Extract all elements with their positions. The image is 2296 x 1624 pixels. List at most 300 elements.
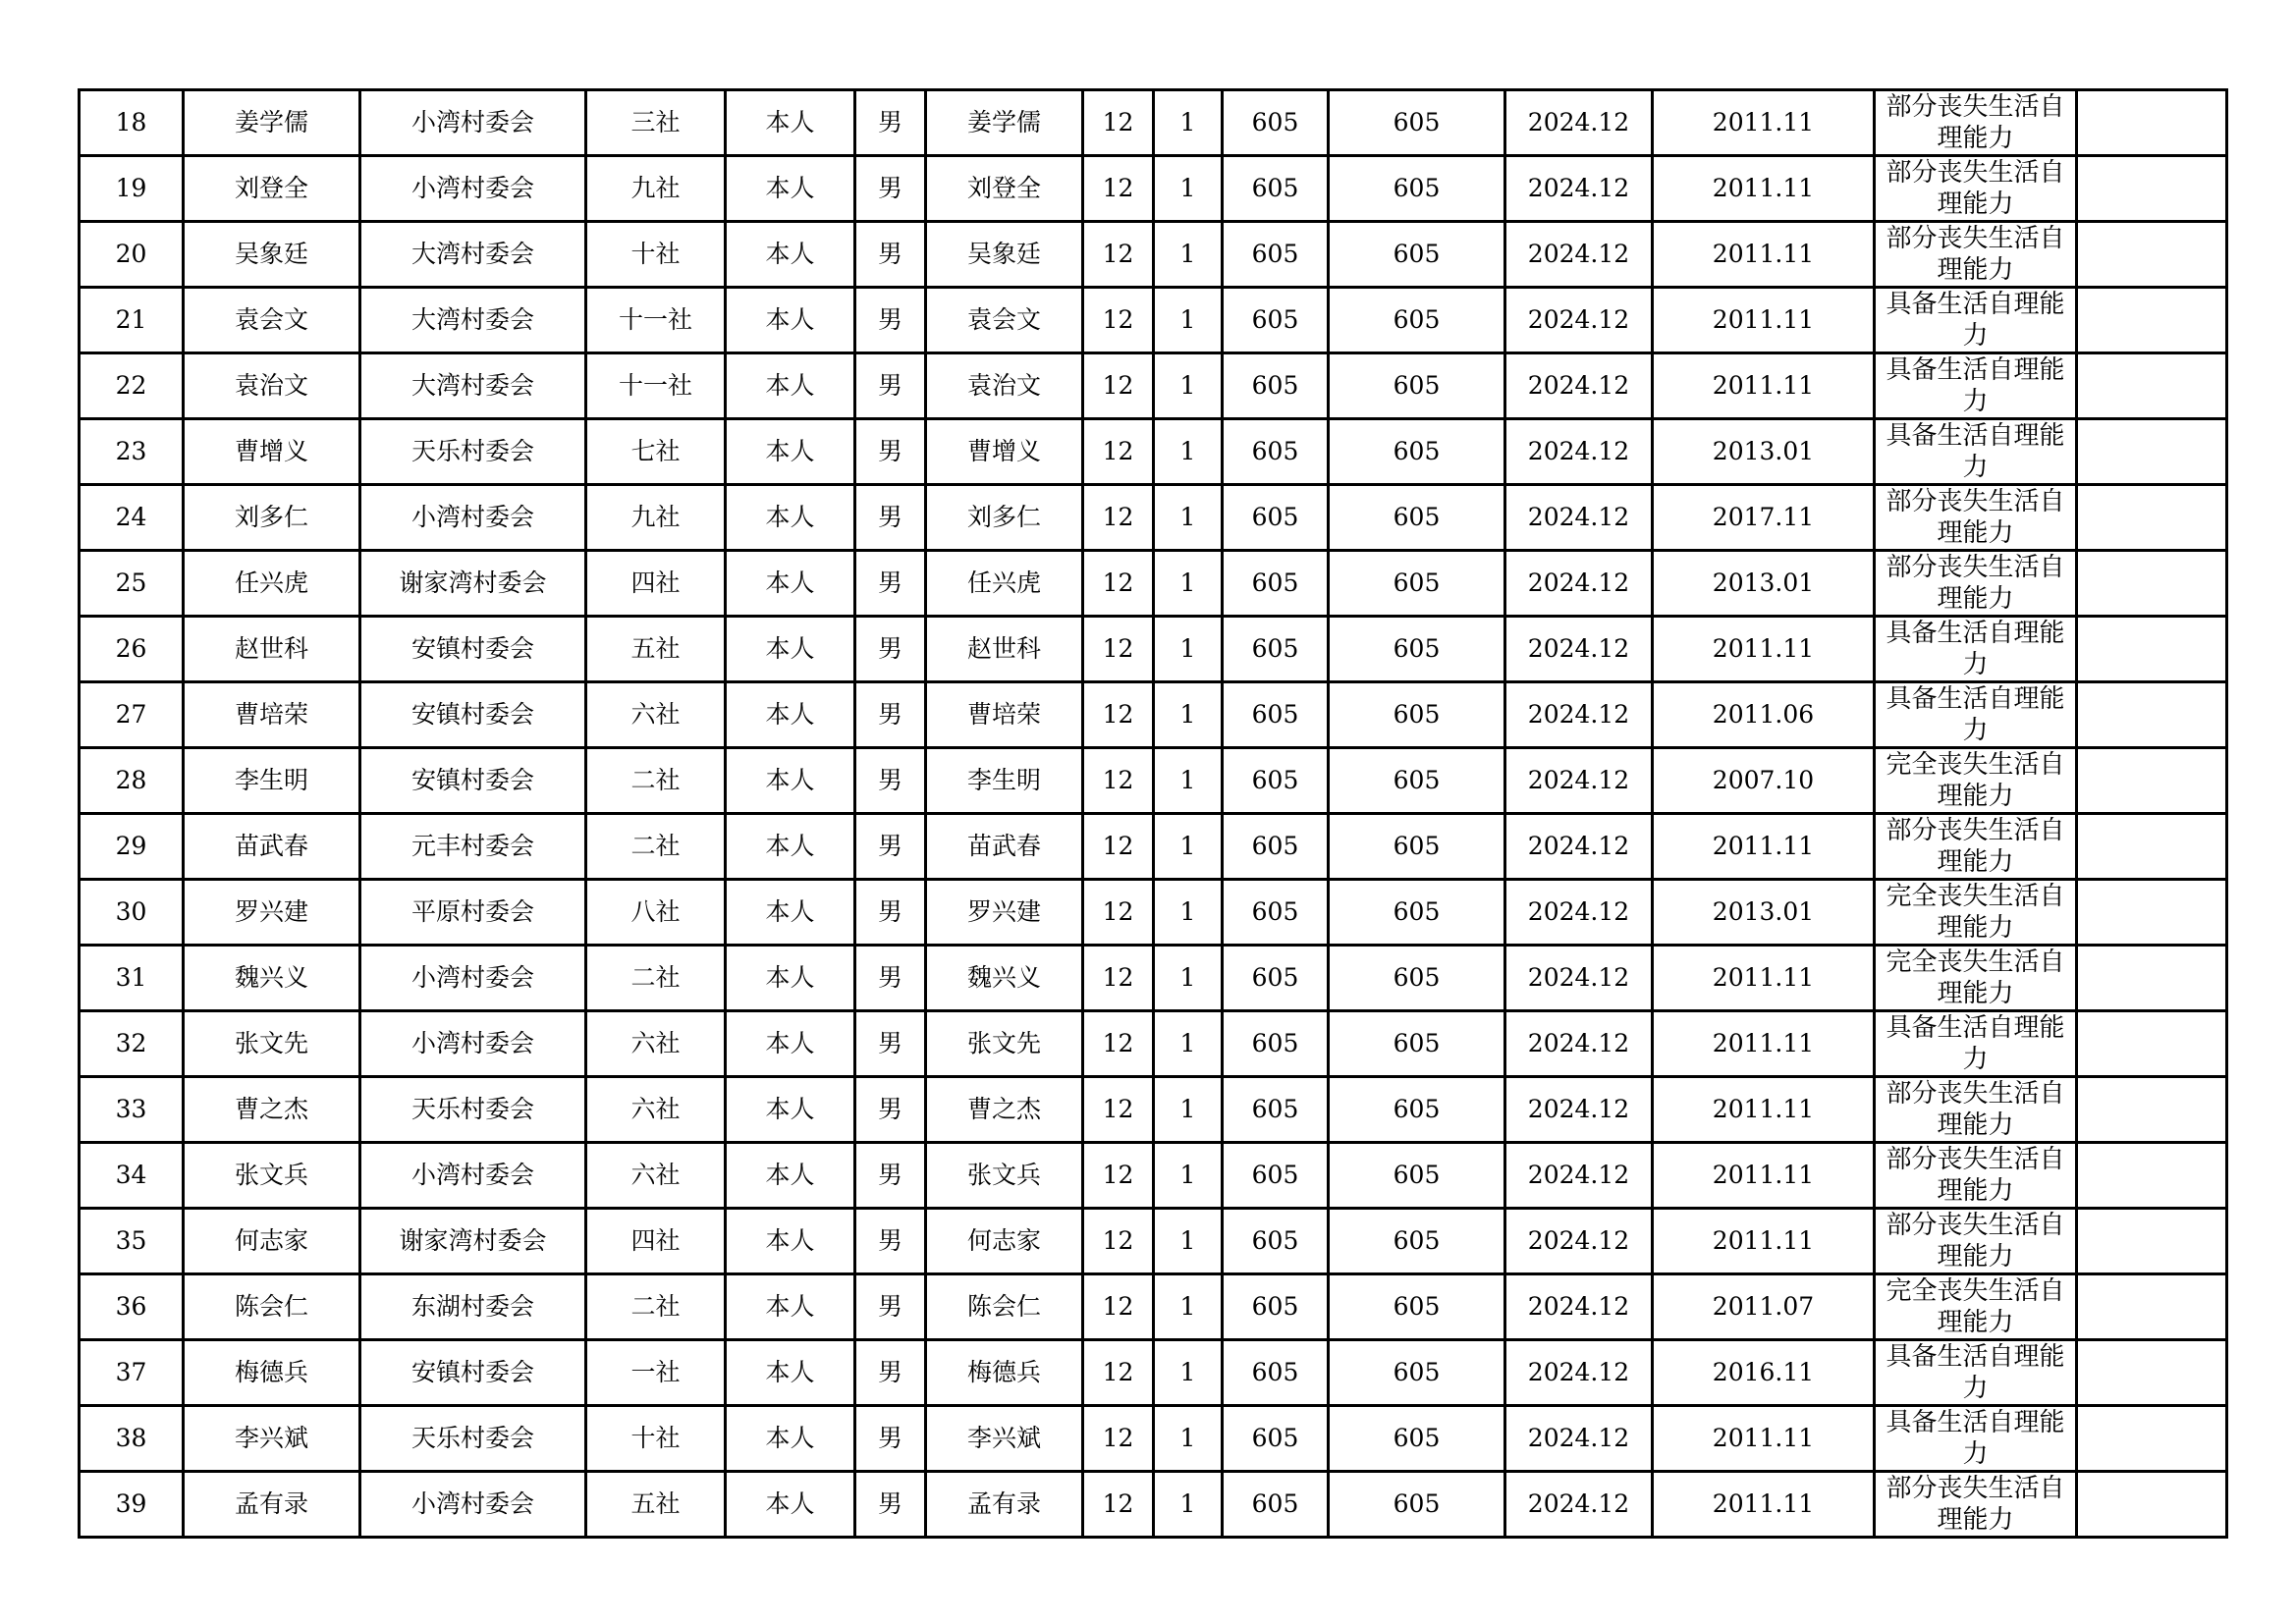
cell-end-date: 2024.12 (1505, 1406, 1653, 1472)
table-row (80, 485, 2227, 551)
cell-amount: 605 (1223, 682, 1329, 748)
cell-months: 12 (1083, 353, 1154, 419)
cell-name: 任兴虎 (184, 551, 360, 617)
cell-status: 部分丧失生活自理能力 (1875, 90, 2077, 156)
cell-name: 曹之杰 (184, 1077, 360, 1143)
cell-relation: 本人 (726, 485, 855, 551)
cell-count: 1 (1154, 1077, 1223, 1143)
cell-name: 曹增义 (184, 419, 360, 485)
cell-months: 12 (1083, 1274, 1154, 1340)
cell-amount: 605 (1223, 617, 1329, 682)
cell-amount: 605 (1223, 748, 1329, 814)
cell-name: 曹培荣 (184, 682, 360, 748)
cell-status: 具备生活自理能力 (1875, 419, 2077, 485)
cell-count: 1 (1154, 880, 1223, 946)
cell-group: 四社 (586, 551, 726, 617)
cell-index: 24 (80, 485, 184, 551)
cell-group: 三社 (586, 90, 726, 156)
cell-group: 四社 (586, 1209, 726, 1274)
cell-member-name: 何志家 (926, 1209, 1083, 1274)
cell-amount: 605 (1223, 1472, 1329, 1538)
cell-name: 李生明 (184, 748, 360, 814)
cell-relation: 本人 (726, 1209, 855, 1274)
cell-gender: 男 (855, 1340, 926, 1406)
cell-village-committee: 小湾村委会 (360, 946, 586, 1011)
cell-group: 十社 (586, 1406, 726, 1472)
table-row (80, 1011, 2227, 1077)
cell-total: 605 (1329, 1077, 1505, 1143)
cell-status: 部分丧失生活自理能力 (1875, 1143, 2077, 1209)
cell-index: 25 (80, 551, 184, 617)
cell-village-committee: 谢家湾村委会 (360, 551, 586, 617)
cell-remarks (2077, 1209, 2227, 1274)
cell-group: 二社 (586, 748, 726, 814)
cell-months: 12 (1083, 485, 1154, 551)
cell-total: 605 (1329, 946, 1505, 1011)
cell-remarks (2077, 353, 2227, 419)
cell-village-committee: 安镇村委会 (360, 1340, 586, 1406)
cell-status: 部分丧失生活自理能力 (1875, 1209, 2077, 1274)
cell-end-date: 2024.12 (1505, 946, 1653, 1011)
cell-months: 12 (1083, 748, 1154, 814)
cell-months: 12 (1083, 90, 1154, 156)
cell-group: 九社 (586, 156, 726, 222)
cell-index: 31 (80, 946, 184, 1011)
table-row (80, 682, 2227, 748)
data-table (78, 88, 2228, 1539)
cell-start-date: 2011.11 (1653, 1077, 1875, 1143)
cell-village-committee: 平原村委会 (360, 880, 586, 946)
cell-end-date: 2024.12 (1505, 1472, 1653, 1538)
cell-status: 完全丧失生活自理能力 (1875, 748, 2077, 814)
cell-count: 1 (1154, 1209, 1223, 1274)
cell-total: 605 (1329, 1209, 1505, 1274)
cell-village-committee: 小湾村委会 (360, 156, 586, 222)
cell-status: 具备生活自理能力 (1875, 617, 2077, 682)
cell-count: 1 (1154, 1472, 1223, 1538)
cell-start-date: 2011.11 (1653, 90, 1875, 156)
cell-total: 605 (1329, 1143, 1505, 1209)
cell-index: 39 (80, 1472, 184, 1538)
cell-group: 六社 (586, 682, 726, 748)
table-row (80, 1472, 2227, 1538)
table-row (80, 748, 2227, 814)
cell-relation: 本人 (726, 1011, 855, 1077)
cell-relation: 本人 (726, 617, 855, 682)
cell-group: 十社 (586, 222, 726, 288)
cell-amount: 605 (1223, 1209, 1329, 1274)
cell-gender: 男 (855, 1077, 926, 1143)
cell-name: 吴象廷 (184, 222, 360, 288)
cell-status: 部分丧失生活自理能力 (1875, 1472, 2077, 1538)
cell-name: 袁治文 (184, 353, 360, 419)
cell-group: 六社 (586, 1143, 726, 1209)
cell-gender: 男 (855, 1011, 926, 1077)
cell-member-name: 陈会仁 (926, 1274, 1083, 1340)
cell-months: 12 (1083, 1143, 1154, 1209)
cell-gender: 男 (855, 419, 926, 485)
cell-group: 九社 (586, 485, 726, 551)
cell-gender: 男 (855, 946, 926, 1011)
cell-village-committee: 小湾村委会 (360, 1143, 586, 1209)
cell-total: 605 (1329, 748, 1505, 814)
cell-gender: 男 (855, 1406, 926, 1472)
cell-months: 12 (1083, 156, 1154, 222)
cell-status: 部分丧失生活自理能力 (1875, 156, 2077, 222)
cell-relation: 本人 (726, 288, 855, 353)
table-row (80, 222, 2227, 288)
cell-remarks (2077, 1472, 2227, 1538)
cell-months: 12 (1083, 682, 1154, 748)
cell-status: 完全丧失生活自理能力 (1875, 880, 2077, 946)
cell-index: 32 (80, 1011, 184, 1077)
cell-index: 20 (80, 222, 184, 288)
cell-remarks (2077, 814, 2227, 880)
cell-count: 1 (1154, 1143, 1223, 1209)
cell-member-name: 李兴斌 (926, 1406, 1083, 1472)
cell-total: 605 (1329, 1340, 1505, 1406)
cell-status: 具备生活自理能力 (1875, 682, 2077, 748)
cell-gender: 男 (855, 682, 926, 748)
cell-total: 605 (1329, 880, 1505, 946)
cell-gender: 男 (855, 617, 926, 682)
cell-member-name: 刘登全 (926, 156, 1083, 222)
table-row (80, 156, 2227, 222)
cell-member-name: 曹之杰 (926, 1077, 1083, 1143)
cell-amount: 605 (1223, 551, 1329, 617)
cell-group: 五社 (586, 617, 726, 682)
cell-total: 605 (1329, 1406, 1505, 1472)
cell-gender: 男 (855, 551, 926, 617)
cell-remarks (2077, 1406, 2227, 1472)
cell-status: 具备生活自理能力 (1875, 1011, 2077, 1077)
cell-group: 十一社 (586, 288, 726, 353)
cell-status: 部分丧失生活自理能力 (1875, 551, 2077, 617)
cell-count: 1 (1154, 1340, 1223, 1406)
cell-group: 八社 (586, 880, 726, 946)
cell-remarks (2077, 419, 2227, 485)
cell-amount: 605 (1223, 1406, 1329, 1472)
cell-member-name: 孟有录 (926, 1472, 1083, 1538)
cell-gender: 男 (855, 156, 926, 222)
cell-end-date: 2024.12 (1505, 1143, 1653, 1209)
cell-village-committee: 安镇村委会 (360, 617, 586, 682)
cell-start-date: 2011.07 (1653, 1274, 1875, 1340)
cell-gender: 男 (855, 1209, 926, 1274)
cell-gender: 男 (855, 814, 926, 880)
cell-amount: 605 (1223, 1274, 1329, 1340)
cell-remarks (2077, 156, 2227, 222)
cell-remarks (2077, 1011, 2227, 1077)
cell-start-date: 2011.06 (1653, 682, 1875, 748)
cell-status: 具备生活自理能力 (1875, 288, 2077, 353)
cell-count: 1 (1154, 353, 1223, 419)
cell-start-date: 2013.01 (1653, 419, 1875, 485)
cell-name: 苗武春 (184, 814, 360, 880)
cell-group: 七社 (586, 419, 726, 485)
cell-count: 1 (1154, 617, 1223, 682)
cell-end-date: 2024.12 (1505, 156, 1653, 222)
table-row (80, 1077, 2227, 1143)
cell-relation: 本人 (726, 419, 855, 485)
cell-index: 18 (80, 90, 184, 156)
cell-start-date: 2011.11 (1653, 617, 1875, 682)
cell-amount: 605 (1223, 156, 1329, 222)
cell-name: 陈会仁 (184, 1274, 360, 1340)
cell-village-committee: 小湾村委会 (360, 485, 586, 551)
cell-member-name: 袁会文 (926, 288, 1083, 353)
cell-relation: 本人 (726, 880, 855, 946)
cell-village-committee: 小湾村委会 (360, 90, 586, 156)
cell-name: 刘登全 (184, 156, 360, 222)
cell-end-date: 2024.12 (1505, 1274, 1653, 1340)
cell-months: 12 (1083, 1340, 1154, 1406)
cell-remarks (2077, 946, 2227, 1011)
cell-end-date: 2024.12 (1505, 880, 1653, 946)
cell-months: 12 (1083, 1011, 1154, 1077)
cell-status: 部分丧失生活自理能力 (1875, 1077, 2077, 1143)
cell-months: 12 (1083, 880, 1154, 946)
cell-amount: 605 (1223, 1077, 1329, 1143)
cell-village-committee: 安镇村委会 (360, 748, 586, 814)
table-row (80, 1340, 2227, 1406)
cell-index: 22 (80, 353, 184, 419)
cell-relation: 本人 (726, 814, 855, 880)
cell-start-date: 2011.11 (1653, 946, 1875, 1011)
cell-total: 605 (1329, 551, 1505, 617)
table-row (80, 946, 2227, 1011)
cell-group: 五社 (586, 1472, 726, 1538)
cell-group: 一社 (586, 1340, 726, 1406)
cell-remarks (2077, 1143, 2227, 1209)
cell-total: 605 (1329, 353, 1505, 419)
table-row (80, 1406, 2227, 1472)
cell-index: 33 (80, 1077, 184, 1143)
cell-months: 12 (1083, 1406, 1154, 1472)
cell-amount: 605 (1223, 353, 1329, 419)
cell-amount: 605 (1223, 814, 1329, 880)
cell-village-committee: 元丰村委会 (360, 814, 586, 880)
cell-count: 1 (1154, 814, 1223, 880)
cell-name: 赵世科 (184, 617, 360, 682)
cell-member-name: 刘多仁 (926, 485, 1083, 551)
cell-count: 1 (1154, 1011, 1223, 1077)
cell-member-name: 魏兴义 (926, 946, 1083, 1011)
cell-status: 具备生活自理能力 (1875, 1406, 2077, 1472)
cell-member-name: 梅德兵 (926, 1340, 1083, 1406)
cell-end-date: 2024.12 (1505, 748, 1653, 814)
cell-end-date: 2024.12 (1505, 90, 1653, 156)
cell-amount: 605 (1223, 419, 1329, 485)
cell-amount: 605 (1223, 946, 1329, 1011)
cell-member-name: 袁治文 (926, 353, 1083, 419)
cell-end-date: 2024.12 (1505, 419, 1653, 485)
cell-name: 刘多仁 (184, 485, 360, 551)
cell-start-date: 2011.11 (1653, 1472, 1875, 1538)
cell-index: 37 (80, 1340, 184, 1406)
cell-count: 1 (1154, 90, 1223, 156)
cell-name: 张文兵 (184, 1143, 360, 1209)
cell-gender: 男 (855, 353, 926, 419)
cell-relation: 本人 (726, 353, 855, 419)
cell-start-date: 2011.11 (1653, 1143, 1875, 1209)
cell-count: 1 (1154, 682, 1223, 748)
table-row (80, 1143, 2227, 1209)
cell-end-date: 2024.12 (1505, 1340, 1653, 1406)
cell-end-date: 2024.12 (1505, 353, 1653, 419)
cell-index: 36 (80, 1274, 184, 1340)
cell-amount: 605 (1223, 1011, 1329, 1077)
cell-name: 姜学儒 (184, 90, 360, 156)
cell-group: 二社 (586, 814, 726, 880)
cell-index: 27 (80, 682, 184, 748)
cell-name: 魏兴义 (184, 946, 360, 1011)
cell-total: 605 (1329, 682, 1505, 748)
cell-remarks (2077, 1340, 2227, 1406)
cell-start-date: 2017.11 (1653, 485, 1875, 551)
cell-member-name: 吴象廷 (926, 222, 1083, 288)
cell-member-name: 曹增义 (926, 419, 1083, 485)
table-row (80, 419, 2227, 485)
cell-relation: 本人 (726, 1406, 855, 1472)
cell-count: 1 (1154, 222, 1223, 288)
cell-start-date: 2011.11 (1653, 353, 1875, 419)
table-row (80, 1209, 2227, 1274)
cell-index: 19 (80, 156, 184, 222)
cell-name: 袁会文 (184, 288, 360, 353)
cell-index: 23 (80, 419, 184, 485)
cell-index: 34 (80, 1143, 184, 1209)
cell-amount: 605 (1223, 880, 1329, 946)
cell-relation: 本人 (726, 1340, 855, 1406)
cell-end-date: 2024.12 (1505, 814, 1653, 880)
cell-end-date: 2024.12 (1505, 222, 1653, 288)
cell-status: 具备生活自理能力 (1875, 353, 2077, 419)
cell-village-committee: 小湾村委会 (360, 1472, 586, 1538)
cell-start-date: 2011.11 (1653, 222, 1875, 288)
table-row (80, 1274, 2227, 1340)
cell-end-date: 2024.12 (1505, 551, 1653, 617)
cell-months: 12 (1083, 946, 1154, 1011)
cell-index: 26 (80, 617, 184, 682)
cell-relation: 本人 (726, 1472, 855, 1538)
cell-village-committee: 大湾村委会 (360, 288, 586, 353)
cell-amount: 605 (1223, 1340, 1329, 1406)
cell-relation: 本人 (726, 748, 855, 814)
cell-total: 605 (1329, 1472, 1505, 1538)
cell-remarks (2077, 880, 2227, 946)
cell-gender: 男 (855, 222, 926, 288)
cell-status: 完全丧失生活自理能力 (1875, 946, 2077, 1011)
cell-member-name: 张文先 (926, 1011, 1083, 1077)
cell-village-committee: 天乐村委会 (360, 1077, 586, 1143)
cell-index: 35 (80, 1209, 184, 1274)
cell-remarks (2077, 748, 2227, 814)
cell-group: 六社 (586, 1077, 726, 1143)
cell-gender: 男 (855, 1143, 926, 1209)
cell-remarks (2077, 222, 2227, 288)
cell-count: 1 (1154, 946, 1223, 1011)
cell-remarks (2077, 485, 2227, 551)
cell-months: 12 (1083, 617, 1154, 682)
cell-total: 605 (1329, 1011, 1505, 1077)
cell-relation: 本人 (726, 682, 855, 748)
cell-name: 何志家 (184, 1209, 360, 1274)
cell-status: 完全丧失生活自理能力 (1875, 1274, 2077, 1340)
cell-gender: 男 (855, 880, 926, 946)
cell-relation: 本人 (726, 1143, 855, 1209)
cell-months: 12 (1083, 222, 1154, 288)
cell-end-date: 2024.12 (1505, 485, 1653, 551)
cell-gender: 男 (855, 1274, 926, 1340)
cell-member-name: 罗兴建 (926, 880, 1083, 946)
cell-end-date: 2024.12 (1505, 617, 1653, 682)
cell-remarks (2077, 1274, 2227, 1340)
cell-start-date: 2011.11 (1653, 288, 1875, 353)
cell-start-date: 2011.11 (1653, 1209, 1875, 1274)
cell-relation: 本人 (726, 551, 855, 617)
cell-total: 605 (1329, 814, 1505, 880)
cell-index: 29 (80, 814, 184, 880)
cell-gender: 男 (855, 90, 926, 156)
table-row (80, 353, 2227, 419)
cell-months: 12 (1083, 551, 1154, 617)
cell-count: 1 (1154, 419, 1223, 485)
cell-end-date: 2024.12 (1505, 288, 1653, 353)
cell-member-name: 张文兵 (926, 1143, 1083, 1209)
cell-amount: 605 (1223, 1143, 1329, 1209)
cell-total: 605 (1329, 617, 1505, 682)
cell-amount: 605 (1223, 288, 1329, 353)
cell-months: 12 (1083, 1472, 1154, 1538)
cell-status: 部分丧失生活自理能力 (1875, 814, 2077, 880)
cell-member-name: 赵世科 (926, 617, 1083, 682)
cell-gender: 男 (855, 485, 926, 551)
cell-index: 38 (80, 1406, 184, 1472)
cell-months: 12 (1083, 1077, 1154, 1143)
cell-relation: 本人 (726, 156, 855, 222)
cell-total: 605 (1329, 90, 1505, 156)
cell-end-date: 2024.12 (1505, 682, 1653, 748)
cell-total: 605 (1329, 222, 1505, 288)
table-row (80, 814, 2227, 880)
cell-village-committee: 大湾村委会 (360, 353, 586, 419)
cell-start-date: 2007.10 (1653, 748, 1875, 814)
cell-months: 12 (1083, 419, 1154, 485)
cell-group: 二社 (586, 1274, 726, 1340)
cell-village-committee: 天乐村委会 (360, 419, 586, 485)
cell-start-date: 2013.01 (1653, 880, 1875, 946)
cell-total: 605 (1329, 1274, 1505, 1340)
cell-index: 30 (80, 880, 184, 946)
cell-group: 十一社 (586, 353, 726, 419)
table-row (80, 90, 2227, 156)
cell-total: 605 (1329, 156, 1505, 222)
cell-relation: 本人 (726, 1274, 855, 1340)
cell-count: 1 (1154, 156, 1223, 222)
cell-village-committee: 小湾村委会 (360, 1011, 586, 1077)
cell-village-committee: 天乐村委会 (360, 1406, 586, 1472)
cell-member-name: 李生明 (926, 748, 1083, 814)
cell-start-date: 2011.11 (1653, 814, 1875, 880)
cell-remarks (2077, 682, 2227, 748)
cell-remarks (2077, 617, 2227, 682)
cell-relation: 本人 (726, 222, 855, 288)
cell-start-date: 2016.11 (1653, 1340, 1875, 1406)
cell-gender: 男 (855, 1472, 926, 1538)
cell-status: 部分丧失生活自理能力 (1875, 222, 2077, 288)
cell-name: 孟有录 (184, 1472, 360, 1538)
